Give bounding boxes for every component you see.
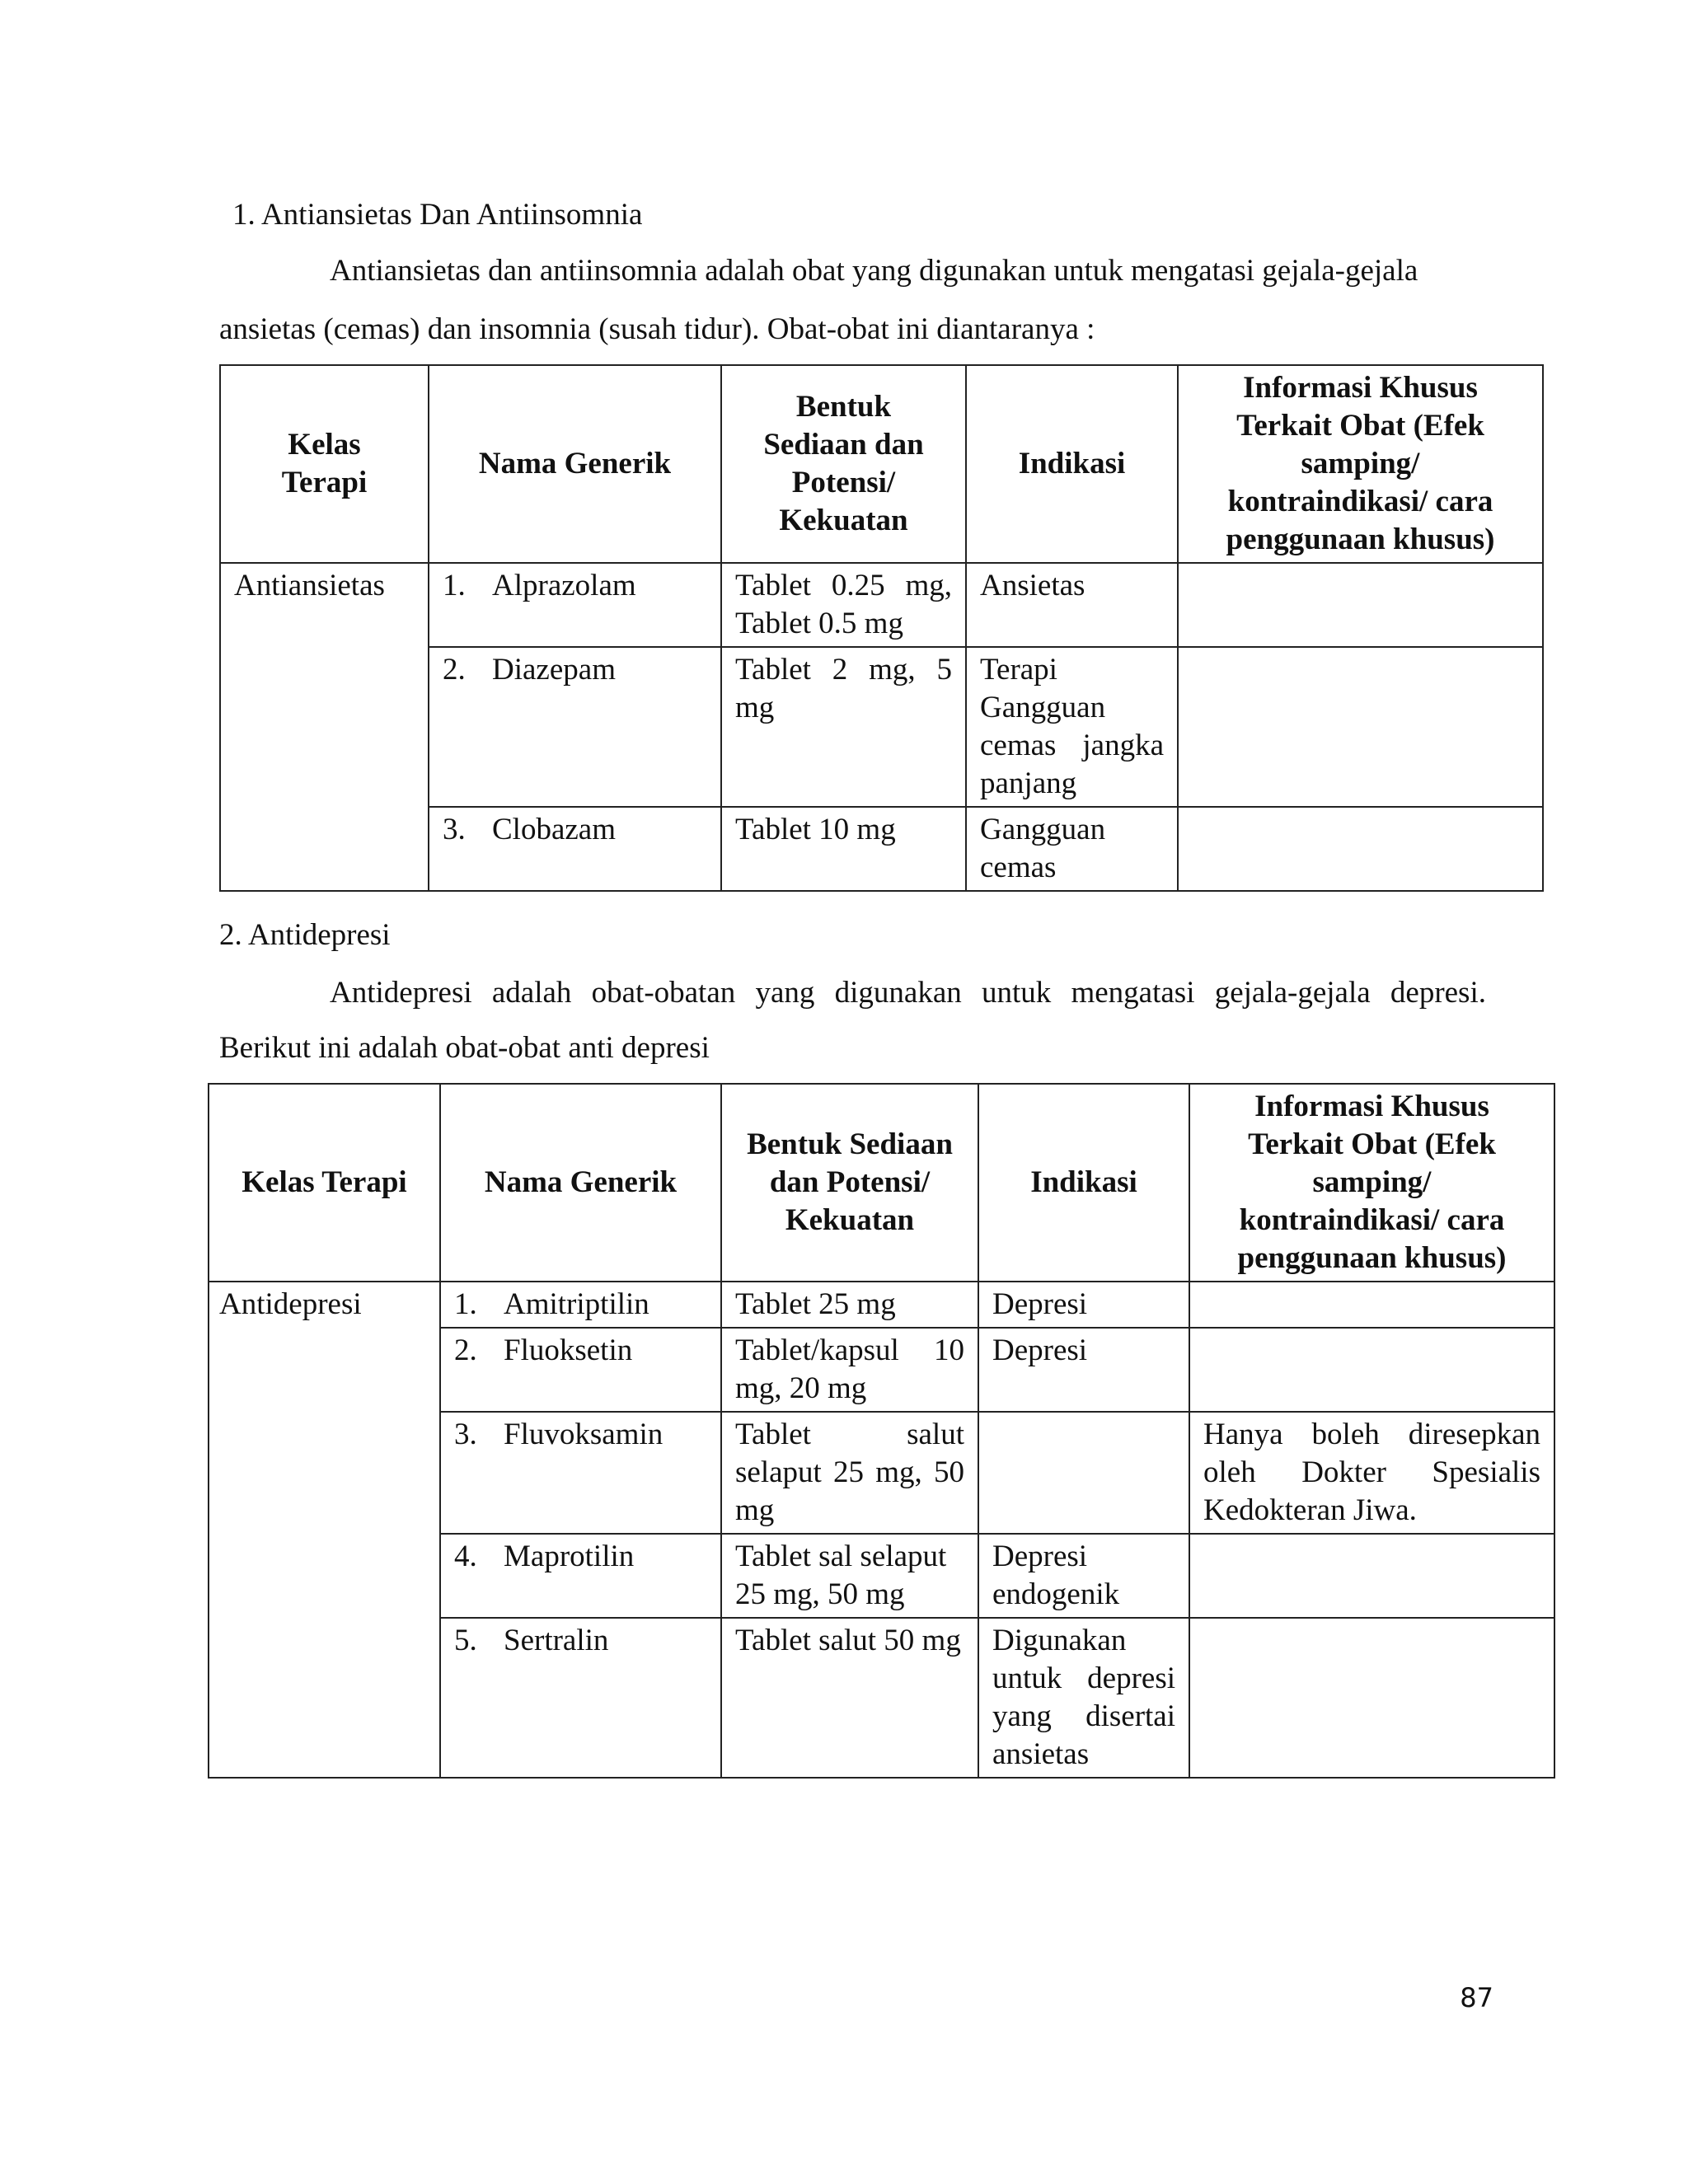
- header-bentuk-sediaan: Bentuk Sediaan dan Potensi/ Kekuatan: [721, 365, 966, 563]
- table-row: [209, 1282, 1554, 1328]
- nama-generik-cell: 3. Fluvoksamin: [440, 1412, 721, 1534]
- section1-paragraph-line1: Antiansietas dan antiinsomnia adalah obat yang digunakan untuk mengatasi gejala-gejala: [330, 254, 1418, 288]
- header-bentuk-sediaan: Bentuk Sediaan dan Potensi/ Kekuatan: [721, 1084, 978, 1282]
- nama-generik-cell: 1. Alprazolam: [429, 563, 721, 647]
- nama-generik-cell: 4. Maprotilin: [440, 1534, 721, 1618]
- informasi-cell: [1189, 1282, 1554, 1328]
- nama-generik-cell: 1. Amitriptilin: [440, 1282, 721, 1328]
- informasi-cell: [1178, 647, 1543, 807]
- header-nama-generik: Nama Generik: [429, 365, 721, 563]
- informasi-cell: [1189, 1328, 1554, 1412]
- nama-generik-cell: 2. Diazepam: [429, 647, 721, 807]
- indikasi-cell: Depresi: [978, 1328, 1189, 1412]
- indikasi-cell: Depresi: [978, 1282, 1189, 1328]
- indikasi-cell: Gangguan cemas: [966, 807, 1178, 891]
- header-informasi-khusus: Informasi Khusus Terkait Obat (Efek samping/ kontraindikasi/ cara penggunaan khusus): [1178, 365, 1543, 563]
- informasi-cell: Hanya boleh diresepkan oleh Dokter Spesialis Kedokteran Jiwa.: [1189, 1412, 1554, 1534]
- indikasi-cell: Ansietas: [966, 563, 1178, 647]
- indikasi-cell: [978, 1412, 1189, 1534]
- bentuk-sediaan-cell: Tablet/kapsul 10 mg, 20 mg: [721, 1328, 978, 1412]
- table-header-row: [220, 365, 1543, 563]
- table-row: [220, 563, 1543, 647]
- bentuk-sediaan-cell: Tablet salut selaput 25 mg, 50 mg: [721, 1412, 978, 1534]
- header-kelas-terapi: Kelas Terapi: [220, 365, 429, 563]
- section2-paragraph-line2: Berikut ini adalah obat-obat anti depresi: [219, 1031, 710, 1065]
- kelas-terapi-cell: Antiansietas: [220, 563, 429, 891]
- table-header-row: [209, 1084, 1554, 1282]
- kelas-terapi-cell: Antidepresi: [209, 1282, 440, 1778]
- bentuk-sediaan-cell: Tablet 25 mg: [721, 1282, 978, 1328]
- bentuk-sediaan-cell: Tablet 0.25 mg, Tablet 0.5 mg: [721, 563, 966, 647]
- bentuk-sediaan-cell: Tablet salut 50 mg: [721, 1618, 978, 1778]
- informasi-cell: [1178, 563, 1543, 647]
- nama-generik-cell: 3. Clobazam: [429, 807, 721, 891]
- nama-generik-cell: 5. Sertralin: [440, 1618, 721, 1778]
- indikasi-cell: Digunakan untuk depresi yang disertai ansietas: [978, 1618, 1189, 1778]
- antiansietas-table: [219, 364, 1544, 892]
- header-indikasi: Indikasi: [978, 1084, 1189, 1282]
- header-indikasi: Indikasi: [966, 365, 1178, 563]
- informasi-cell: [1189, 1534, 1554, 1618]
- informasi-cell: [1189, 1618, 1554, 1778]
- indikasi-cell: Depresi endogenik: [978, 1534, 1189, 1618]
- section1-heading: 1. Antiansietas Dan Antiinsomnia: [232, 198, 643, 232]
- informasi-cell: [1178, 807, 1543, 891]
- bentuk-sediaan-cell: Tablet 10 mg: [721, 807, 966, 891]
- section1-paragraph-line2: ansietas (cemas) dan insomnia (susah tidur). Obat-obat ini diantaranya :: [219, 312, 1095, 346]
- section2-heading: 2. Antidepresi: [219, 918, 391, 952]
- header-kelas-terapi: Kelas Terapi: [209, 1084, 440, 1282]
- indikasi-cell: Terapi Gangguan cemas jangka panjang: [966, 647, 1178, 807]
- nama-generik-cell: 2. Fluoksetin: [440, 1328, 721, 1412]
- bentuk-sediaan-cell: Tablet 2 mg, 5 mg: [721, 647, 966, 807]
- section2-paragraph-line1: Antidepresi adalah obat-obatan yang digunakan untuk mengatasi gejala-gejala depresi.: [330, 976, 1486, 1010]
- page-number: 87: [1460, 1982, 1493, 2013]
- bentuk-sediaan-cell: Tablet sal selaput 25 mg, 50 mg: [721, 1534, 978, 1618]
- header-informasi-khusus: Informasi Khusus Terkait Obat (Efek samping/ kontraindikasi/ cara penggunaan khusus): [1189, 1084, 1554, 1282]
- header-nama-generik: Nama Generik: [440, 1084, 721, 1282]
- antidepresi-table: [208, 1083, 1555, 1779]
